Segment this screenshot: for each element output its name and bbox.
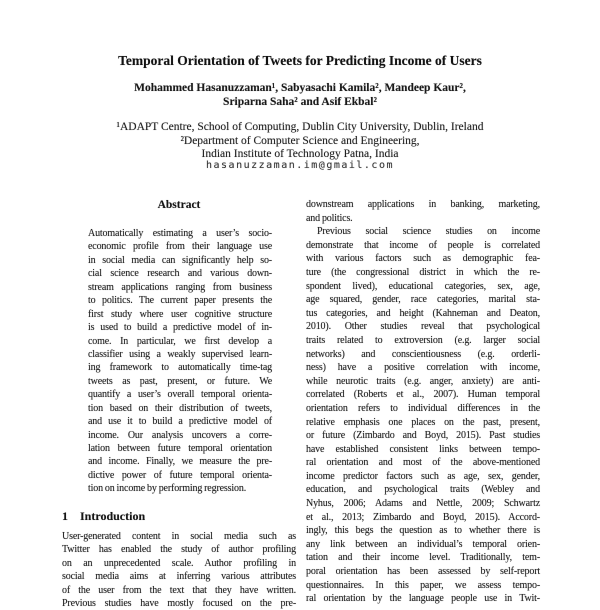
text-line: Automatically estimating a user’s socio-	[88, 228, 272, 239]
text-line: ture (the congressional district in which the re-	[306, 266, 540, 278]
authors-line-2: Sriparna Saha² and Asif Ekbal²	[223, 96, 377, 108]
text-line: quantify a user’s overall temporal orienta-	[88, 389, 272, 401]
text-line: Twitter has enabled the study of author profiling	[62, 544, 296, 556]
text-line: have established consistent links between tempo-	[306, 443, 540, 455]
text-line: to politics. The current paper presents the	[88, 295, 272, 307]
text-line: tion on income by performing regression.	[88, 483, 247, 495]
text-line: networks) and conscientiousness (e.g. orderli-	[306, 348, 540, 360]
abstract-body	[88, 227, 272, 496]
text-line: correlated (Roberts et al., 2007). Human temporal	[306, 389, 540, 401]
section-title: Introduction	[80, 508, 146, 523]
text-line: orientation refers to individual differences in the	[306, 402, 540, 414]
text-line: in social media can significantly help so-	[88, 254, 272, 266]
text-line: age squared, gender, race categories, marital sta-	[306, 294, 540, 306]
text-line: tus categories, and height (Kahneman and Deaton,	[306, 307, 540, 319]
text-line: relative emphasis one places on the past, present,	[306, 416, 540, 428]
text-line: and use it to build a predictive model of	[88, 416, 272, 428]
text-line: ing framework to automatically time-tag	[88, 362, 272, 374]
author-block	[0, 81, 600, 109]
text-line: Previous studies have mostly focused on the pre-	[62, 597, 296, 609]
text-line: income predictor factors such as age, sex, gender,	[306, 470, 540, 482]
section-heading-introduction	[62, 509, 296, 524]
text-line: tion based on their distribution of tweets,	[88, 402, 272, 414]
paper-title: Temporal Orientation of Tweets for Predicting Income of Users	[118, 53, 482, 68]
right-column	[306, 198, 540, 605]
text-line: with various factors such as demographic fea-	[306, 253, 540, 265]
email-address: hasanuzzaman.im@gmail.com	[205, 160, 394, 171]
text-line: social media aims at inferring various attributes	[62, 571, 296, 583]
affiliation-line-3: Indian Institute of Technology Patna, India	[201, 148, 399, 160]
text-line: come. In particular, we first develop a	[88, 335, 272, 347]
text-line: spondent lived), educational categories, sex, age,	[306, 280, 540, 292]
text-line: and income. Finally, we measure the pre-	[88, 456, 272, 468]
affiliation-line-2: ²Department of Computer Science and Engineering,	[180, 134, 420, 147]
text-line: poral orientation has been assessed by self-report	[306, 566, 540, 578]
text-line: cial science research and various down-	[88, 268, 272, 280]
text-line: Previous social science studies on income	[317, 226, 540, 238]
text-line: and politics.	[306, 212, 353, 224]
text-line: any link between an individual’s temporal orien-	[306, 538, 540, 550]
text-line: lation between future temporal orientation	[88, 443, 272, 454]
text-line: Nyhus, 2006; Adams and Nettle, 2009; Schwartz	[306, 498, 540, 510]
text-line: first study where user cognitive structure	[88, 308, 272, 320]
text-line: income. Our analysis uncovers a corre-	[88, 429, 272, 441]
text-line: downstream applications in banking, marketing,	[306, 199, 540, 210]
text-line: User-generated content in social media such as	[62, 530, 296, 542]
text-line: questionnaires. In this paper, we assess tempo-	[306, 579, 540, 591]
abstract-heading: Abstract	[157, 199, 201, 211]
affiliation-block	[0, 121, 600, 162]
section-number: 1	[62, 508, 68, 523]
text-line: tweets as past, present, or future. We	[88, 375, 272, 387]
text-line: stream applications ranging from business	[88, 281, 272, 293]
text-line: traits related to extroversion (e.g. larger social	[306, 334, 540, 346]
introduction-body	[62, 530, 296, 610]
text-line: classifier using a weakly supervised learn-	[88, 348, 272, 360]
text-line: et al., 2013; Zimbardo and Boyd, 2015). Accord-	[306, 511, 540, 523]
text-line: ral orientation and most of the above-mentioned	[306, 457, 540, 469]
right-paragraph-1	[306, 198, 540, 225]
text-line: ness) have a positive correlation with income,	[306, 362, 540, 374]
text-line: ral orientation by the language people use in Twit-	[306, 593, 540, 605]
affiliation-line-1: ¹ADAPT Centre, School of Computing, Dublin City University, Dublin, Ireland	[116, 121, 484, 133]
left-column	[62, 198, 296, 609]
text-line: is used to build a predictive model of in-	[88, 322, 272, 334]
text-line: tation and their income level. Traditionally, tem-	[306, 552, 540, 564]
right-paragraph-2	[306, 225, 540, 606]
authors-line-1: Mohammed Hasanuzzaman¹, Sabyasachi Kamila², Mandeep Kaur²,	[134, 82, 466, 94]
text-line: or future (Zimbardo and Boyd, 2015). Past studies	[306, 430, 540, 442]
text-line: ingly, this begs the question as to whether there is	[306, 525, 540, 537]
text-line: economic profile from their language use	[88, 241, 272, 253]
text-line: demonstrate that income of people is correlated	[306, 239, 540, 251]
text-line: of the user from the text that they have written.	[62, 584, 296, 596]
text-line: 2010). Other studies reveal that psychological	[306, 321, 540, 333]
text-line: education, and psychological traits (Webley and	[306, 484, 540, 496]
text-line: on an unprecedented scale. Author profiling in	[62, 557, 296, 569]
text-line: dictive power of future temporal orienta-	[88, 469, 272, 481]
text-line: while neurotic traits (e.g. anger, anxiety) are anti-	[306, 375, 540, 387]
